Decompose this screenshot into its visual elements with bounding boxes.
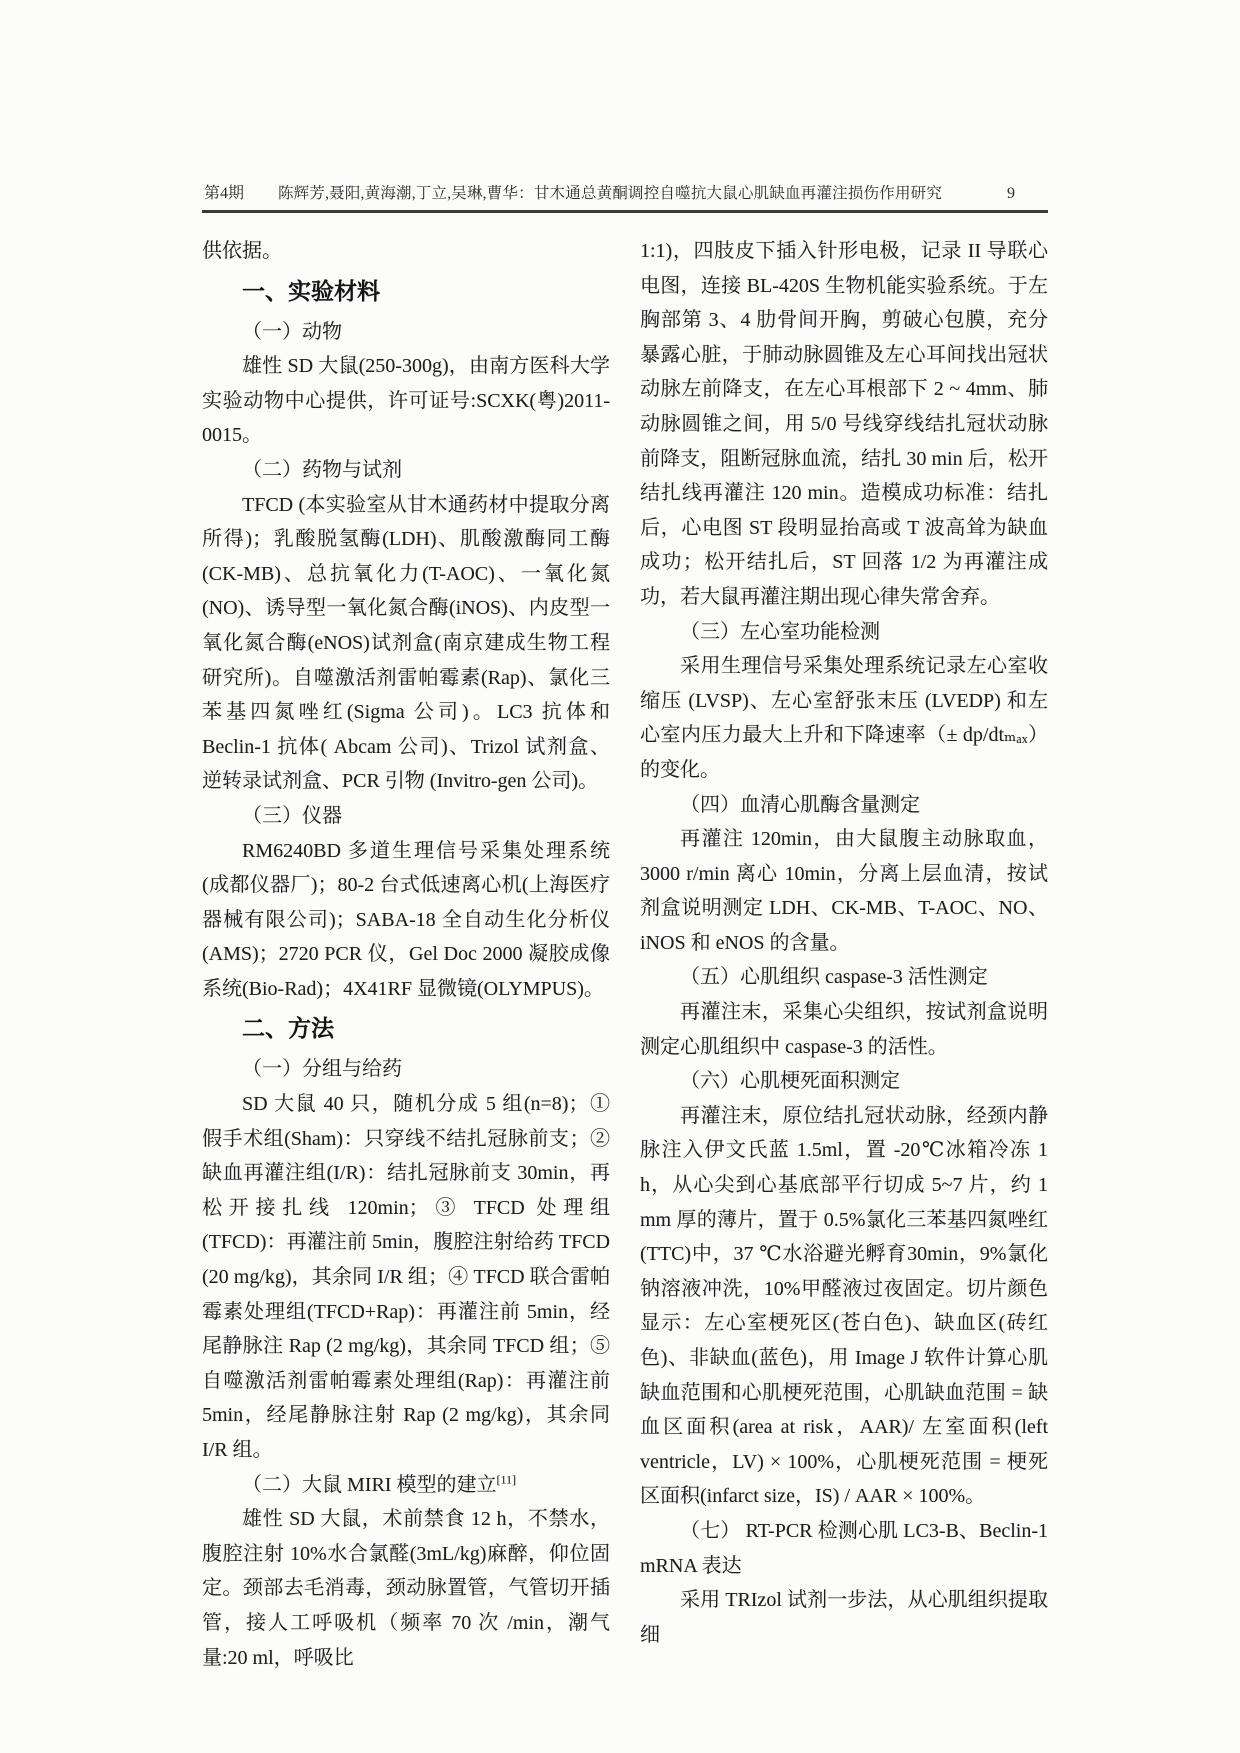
body-paragraph: 再灌注末，采集心尖组织，按试剂盒说明测定心肌组织中 caspase-3 的活性。 (640, 1001, 1048, 1058)
subsection-heading: （七） RT-PCR 检测心肌 LC3-B、Beclin-1 mRNA 表达 (640, 1519, 1048, 1577)
running-title: 陈辉芳,聂阳,黄海潮,丁立,吴琳,曹华：甘木通总黄酮调控自噬抗大鼠心肌缺血再灌注损伤作用研究 (277, 185, 943, 202)
paragraph-continuation: 1:1)，四肢皮下插入针形电极，记录 II 导联心电图，连接 BL-420S 生物机能实验系统。于左胸部第 3、4 肋骨间开胸，剪破心包膜，充分暴露心脏，于肺动脉圆锥及左心耳间找出冠状动脉左前降支，在左心耳根部下 2 ~ 4mm、肺动脉圆锥之间，用 5/0 号线穿线结扎冠状动脉前降支，阻断冠脉血流，结扎 30 min 后，松开结扎线再灌注 120 min。造模成功标准：结扎后，心电图 ST 段明显抬高或 T 波高耸为缺血成功；松开结扎后，ST 回落 1/2 为再灌注成功，若大鼠再灌注期出现心律失常舍弃。 (640, 240, 1048, 608)
subsection-heading-text: （二）大鼠 MIRI 模型的建立 (242, 1473, 497, 1496)
body-paragraph: 再灌注 120min，由大鼠腹主动脉取血，3000 r/min 离心 10min，分离上层血清，按试剂盒说明测定 LDH、CK-MB、T-AOC、NO、iNOS 和 eNOS 的含量。 (640, 828, 1048, 954)
body-paragraph: TFCD (本实验室从甘木通药材中提取分离所得)；乳酸脱氢酶(LDH)、肌酸激酶同工酶(CK-MB)、总抗氧化力(T-AOC)、一氧化氮(NO)、诱导型一氧化氮合酶(iNOS)、内皮型一氧化氮合酶(eNOS)试剂盒(南京建成生物工程研究所)。自噬激活剂雷帕霉素(Rap)、氯化三苯基四氮唑红(Sigma 公司)。LC3 抗体和 Beclin-1 抗体( Abcam 公司)、Trizol 试剂盒、逆转录试剂盒、PCR 引物 (Invitro-gen 公司)。 (202, 493, 610, 793)
subsection-heading: （三）仪器 (242, 804, 342, 827)
paragraph-continuation: 供依据。 (202, 240, 282, 262)
two-column-text (202, 234, 1048, 1675)
subsection-heading: （三）左心室功能检测 (680, 620, 880, 643)
subsection-heading (202, 1468, 610, 1503)
body-paragraph: 雄性 SD 大鼠，术前禁食 12 h，不禁水，腹腔注射 10%水合氯醛(3mL/kg)麻醉，仰位固定。颈部去毛消毒，颈动脉置管，气管切开插管，接人工呼吸机（频率 70 次 /min，潮气量:20 ml，呼吸比 (202, 1508, 610, 1669)
left-column (202, 234, 610, 1675)
right-column (640, 234, 1048, 1675)
body-paragraph: RM6240BD 多道生理信号采集处理系统(成都仪器厂)；80-2 台式低速离心机(上海医疗器械有限公司)；SABA-18 全自动生化分析仪(AMS)；2720 PCR 仪，Gel Doc 2000 凝胶成像系统(Bio-Rad)；4X41RF 显微镜(OLYMPUS)。 (202, 839, 610, 1000)
body-paragraph: 采用生理信号采集处理系统记录左心室收缩压 (LVSP)、左心室舒张末压 (LVEDP) 和左心室内压力最大上升和下降速率（± dp/dtₘₐₓ）的变化。 (640, 655, 1048, 781)
subsection-heading: （六）心肌梗死面积测定 (680, 1070, 900, 1093)
section-heading: 一、实验材料 (242, 278, 380, 304)
subsection-heading: （四）血清心肌酶含量测定 (680, 793, 920, 816)
page-number: 9 (1007, 185, 1015, 202)
running-header (202, 180, 1048, 210)
subsection-heading: （一）动物 (242, 320, 342, 343)
subsection-heading: （一）分组与给药 (242, 1058, 402, 1081)
body-paragraph: 再灌注末，原位结扎冠状动脉，经颈内静脉注入伊文氏蓝 1.5ml，置 -20℃冰箱冷冻 1 h，从心尖到心基底部平行切成 5~7 片，约 1 mm 厚的薄片，置于 0.5%氯化三苯基四氮唑红(TTC)中，37 ℃水浴避光孵育30min，9%氯化钠溶液冲洗，10%甲醛液过夜固定。切片颜色显示：左心室梗死区(苍白色)、缺血区(砖红色)、非缺血(蓝色)，用 Image J 软件计算心肌缺血范围和心肌梗死范围，心肌缺血范围 = 缺血区面积(area at risk，AAR)/ 左室面积(left ventricle，LV) × 100%，心肌梗死范围 = 梗死区面积(infarct size，IS) / AAR × 100%。 (640, 1104, 1048, 1508)
issue-number: 第4期 (204, 185, 245, 202)
body-paragraph: SD 大鼠 40 只，随机分成 5 组(n=8)；① 假手术组(Sham)：只穿线不结扎冠脉前支；② 缺血再灌注组(I/R)：结扎冠脉前支 30min，再松开接扎线 120min；③ TFCD 处理组(TFCD)：再灌注前 5min，腹腔注射给药 TFCD (20 mg/kg)，其余同 I/R 组；④ TFCD 联合雷帕霉素处理组(TFCD+Rap)：再灌注前 5min，经尾静脉注 Rap (2 mg/kg)，其余同 TFCD 组；⑤ 自噬激活剂雷帕霉素处理组(Rap)：再灌注前 5min，经尾静脉注射 Rap (2 mg/kg)，其余同 I/R 组。 (202, 1093, 610, 1461)
header-rule (202, 210, 1048, 213)
citation-reference: [11] (496, 1471, 516, 1486)
subsection-heading: （五）心肌组织 caspase-3 活性测定 (680, 966, 988, 989)
section-heading: 二、方法 (242, 1016, 334, 1042)
body-paragraph: 采用 TRIzol 试剂一步法，从心肌组织提取细 (640, 1589, 1048, 1646)
body-paragraph: 雄性 SD 大鼠(250-300g)，由南方医科大学实验动物中心提供，许可证号:SCXK(粤)2011-0015。 (202, 355, 610, 447)
subsection-heading: （二）药物与试剂 (242, 458, 402, 481)
page-content (202, 180, 1048, 1675)
